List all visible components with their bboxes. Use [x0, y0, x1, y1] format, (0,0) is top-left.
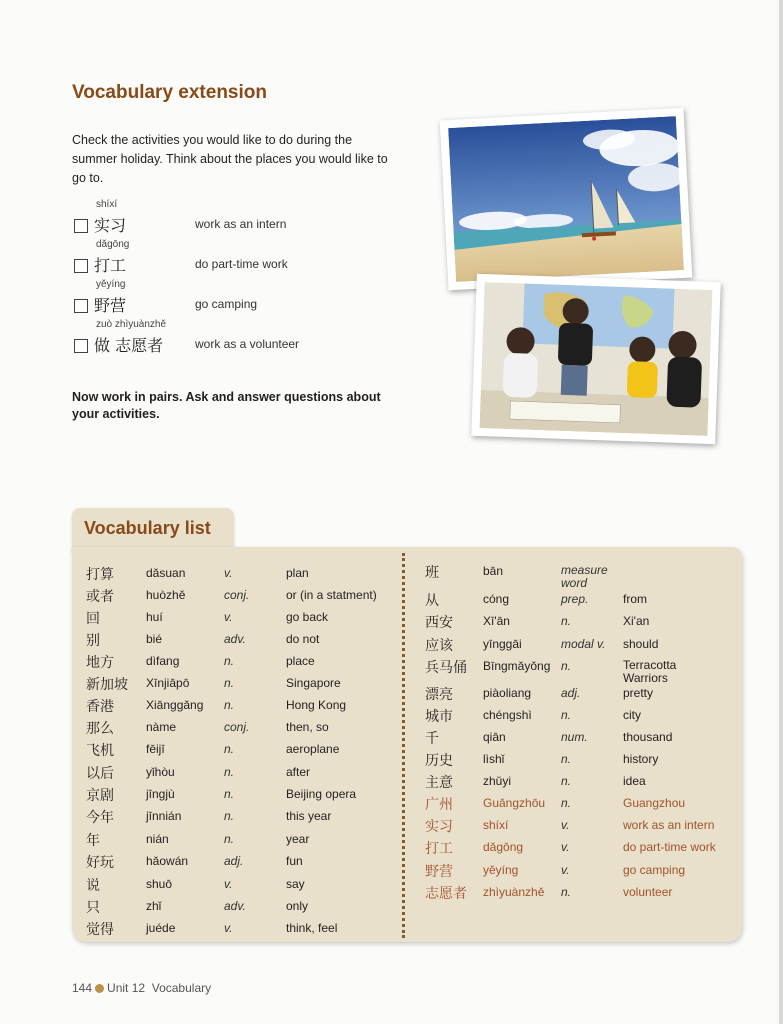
vocab-pinyin: shíxí: [483, 818, 509, 832]
vocab-type: adv.: [224, 899, 246, 913]
vocab-pinyin: Bīngmǎyǒng: [483, 659, 551, 673]
vocab-pinyin: yīnggāi: [483, 637, 522, 651]
vocab-type: n.: [224, 765, 235, 779]
vocab-chinese: 地方: [86, 655, 114, 671]
vocab-chinese: 好玩: [86, 855, 114, 871]
vocab-chinese: 香港: [86, 699, 114, 715]
activity-pinyin: zuò zhìyuànzhě: [96, 319, 167, 330]
vocabulary-list-title: Vocabulary list: [84, 518, 211, 538]
vocab-chinese: 京剧: [86, 788, 114, 804]
vocab-chinese: 打工: [425, 841, 453, 857]
beach-illustration: [448, 116, 684, 282]
vocab-pinyin: bān: [483, 564, 504, 578]
page-number: 144: [72, 981, 93, 995]
vocab-english: plan: [286, 566, 309, 580]
vocab-pinyin: chéngshì: [483, 708, 532, 722]
vocab-pinyin: shuō: [146, 877, 173, 891]
vocab-pinyin: zhìyuànzhě: [483, 885, 545, 899]
extension-instruction: Check the activities you would like to do during the summer holiday. Think about the places you would like to go to.: [72, 133, 388, 185]
vocab-english: volunteer: [623, 885, 673, 899]
vocab-chinese: 飞机: [86, 743, 114, 759]
column-divider: [402, 553, 405, 938]
vocab-english: Guangzhou: [623, 796, 686, 810]
vocab-english: do not: [286, 632, 320, 646]
vocab-chinese: 千: [425, 731, 439, 747]
vocab-chinese: 年: [86, 833, 100, 849]
activity-item[interactable]: [72, 239, 412, 279]
vocab-chinese: 实习: [425, 819, 453, 835]
vocab-chinese: 广州: [425, 797, 453, 813]
vocab-type: modal v.: [561, 637, 606, 651]
students-illustration: [480, 282, 713, 436]
activity-chinese: 做 志愿者: [94, 336, 164, 355]
vocab-english: year: [286, 832, 310, 846]
vocab-chinese: 应该: [425, 638, 453, 654]
vocab-chinese: 今年: [86, 810, 114, 826]
activity-checkbox[interactable]: [74, 339, 88, 353]
vocab-type: n.: [224, 787, 235, 801]
vocab-type: conj.: [224, 588, 250, 602]
vocab-english: thousand: [623, 730, 673, 744]
vocab-chinese: 城市: [425, 709, 453, 725]
vocab-english: after: [286, 765, 311, 779]
activity-item[interactable]: [72, 199, 412, 239]
vocab-chinese: 漂亮: [425, 687, 453, 703]
vocab-english: city: [623, 708, 641, 722]
vocab-pinyin: dǎgōng: [483, 840, 524, 854]
vocab-pinyin: huí: [146, 610, 163, 624]
vocab-type: v.: [224, 877, 233, 891]
section-label: Vocabulary: [151, 981, 212, 995]
activity-chinese: 野营: [94, 296, 127, 315]
activity-checkbox[interactable]: [74, 299, 88, 313]
vocab-type: n.: [224, 809, 235, 823]
vocab-type: n.: [224, 654, 235, 668]
vocab-pinyin: jīnnián: [146, 809, 182, 823]
vocab-pinyin: bié: [146, 632, 163, 646]
vocab-english: should: [623, 637, 659, 651]
vocab-type: n.: [561, 708, 572, 722]
bullet-icon: [95, 984, 104, 993]
vocab-type: n.: [561, 885, 572, 899]
vocab-chinese: 野营: [425, 864, 453, 880]
vocab-type: n.: [224, 698, 235, 712]
vocab-chinese: 主意: [425, 775, 453, 791]
vocab-pinyin: nàme: [146, 720, 177, 734]
vocabulary-extension-title: Vocabulary extension: [72, 82, 267, 103]
vocab-pinyin: Xīnjiāpō: [146, 676, 190, 690]
vocab-type: n.: [224, 832, 235, 846]
unit-label: Unit 12: [107, 981, 146, 995]
activity-item[interactable]: [72, 319, 412, 359]
vocab-english: this year: [286, 809, 332, 823]
vocab-chinese: 兵马俑: [425, 660, 467, 676]
vocab-type: n.: [224, 676, 235, 690]
vocab-english: work as an intern: [623, 818, 715, 832]
vocab-chinese: 志愿者: [425, 886, 467, 902]
activity-chinese: 实习: [94, 216, 127, 235]
activity-pinyin: dǎgōng: [96, 239, 130, 250]
vocab-pinyin: huòzhě: [146, 588, 186, 602]
activity-pinyin: yěyíng: [96, 279, 126, 290]
vocab-pinyin: qiān: [483, 730, 506, 744]
vocab-type: n.: [561, 752, 572, 766]
vocab-english: or (in a statment): [286, 588, 377, 602]
vocab-chinese: 觉得: [86, 922, 114, 938]
activity-english: go camping: [195, 297, 258, 311]
vocab-type: n.: [561, 614, 572, 628]
beach-photo: [440, 108, 693, 291]
vocab-english: do part-time work: [623, 840, 716, 854]
vocab-pinyin: Xī'ān: [483, 614, 510, 628]
vocab-pinyin: nián: [146, 832, 169, 846]
vocab-type: v.: [224, 566, 233, 580]
vocab-pinyin: Xiānggǎng: [146, 698, 204, 712]
vocab-pinyin: yǐhòu: [146, 765, 175, 779]
vocab-english: fun: [286, 854, 303, 868]
vocab-pinyin: dìfang: [146, 654, 180, 668]
vocab-english: go camping: [623, 863, 686, 877]
vocab-chinese: 那么: [86, 721, 114, 737]
page-footer: [72, 981, 211, 995]
vocab-chinese: 或者: [86, 589, 114, 605]
vocab-english: think, feel: [286, 921, 338, 935]
vocab-chinese: 只: [86, 900, 100, 916]
vocab-english: Beijing opera: [286, 787, 357, 801]
vocab-english: place: [286, 654, 315, 668]
vocab-chinese: 新加坡: [86, 677, 128, 693]
vocab-english: idea: [623, 774, 646, 788]
vocab-pinyin: zhǐ: [146, 899, 162, 913]
vocab-chinese: 从: [425, 593, 439, 609]
vocab-type: n.: [224, 742, 235, 756]
vocab-pinyin: Guǎngzhōu: [483, 796, 546, 810]
vocab-type: adj.: [224, 854, 244, 868]
vocab-chinese: 以后: [86, 766, 114, 782]
pair-work-instruction: Now work in pairs. Ask and answer questions about your activities.: [72, 390, 381, 421]
vocab-type: v.: [224, 921, 233, 935]
page-edge: [779, 0, 783, 1024]
vocab-pinyin: cóng: [483, 592, 510, 606]
activity-checkbox[interactable]: [74, 219, 88, 233]
vocab-type: num.: [561, 730, 588, 744]
vocabulary-list-panel: [72, 547, 742, 942]
vocab-english: Hong Kong: [286, 698, 347, 712]
vocab-chinese: 班: [425, 565, 439, 581]
vocab-english: Singapore: [286, 676, 341, 690]
activity-checkbox[interactable]: [74, 259, 88, 273]
vocab-english: history: [623, 752, 659, 766]
vocab-pinyin: hǎowán: [146, 854, 189, 868]
vocab-chinese: 别: [86, 633, 100, 649]
vocabulary-list-tab: [72, 508, 234, 552]
activity-chinese: 打工: [94, 256, 127, 275]
activity-english: work as an intern: [195, 217, 287, 231]
vocab-english: Terracotta Warriors: [623, 658, 677, 685]
activity-pinyin: shíxí: [96, 199, 118, 210]
activity-item[interactable]: [72, 279, 412, 319]
vocab-pinyin: lìshǐ: [483, 752, 505, 766]
students-photo: [471, 274, 721, 444]
vocab-english: go back: [286, 610, 329, 624]
vocab-type: adj.: [561, 686, 581, 700]
vocab-pinyin: zhǔyi: [483, 774, 512, 788]
vocab-chinese: 历史: [425, 753, 453, 769]
vocab-type: adv.: [224, 632, 246, 646]
vocab-english: pretty: [623, 686, 654, 700]
vocab-type: n.: [561, 659, 572, 673]
vocab-pinyin: piàoliang: [483, 686, 532, 700]
vocab-pinyin: fēijī: [146, 742, 165, 756]
vocab-pinyin: yěyíng: [483, 863, 519, 877]
vocab-english: then, so: [286, 720, 329, 734]
vocab-pinyin: juéde: [146, 921, 176, 935]
vocab-type: prep.: [561, 592, 589, 606]
vocab-type: n.: [561, 774, 572, 788]
vocab-type: conj.: [224, 720, 250, 734]
vocab-chinese: 说: [86, 878, 100, 894]
vocab-english: from: [623, 592, 647, 606]
vocab-english: Xi'an: [623, 614, 650, 628]
vocab-type: v.: [561, 840, 570, 854]
vocab-type: v.: [224, 610, 233, 624]
vocab-chinese: 西安: [425, 615, 453, 631]
vocab-pinyin: dǎsuan: [146, 566, 186, 580]
vocab-chinese: 回: [86, 611, 100, 627]
activity-english: do part-time work: [195, 257, 288, 271]
vocab-type: v.: [561, 818, 570, 832]
vocab-english: only: [286, 899, 309, 913]
activity-english: work as a volunteer: [195, 337, 300, 351]
vocab-chinese: 打算: [86, 567, 114, 583]
vocab-pinyin: jīngjù: [146, 787, 175, 801]
vocab-type: v.: [561, 863, 570, 877]
vocab-english: aeroplane: [286, 742, 340, 756]
vocab-type: measure word: [561, 563, 608, 590]
vocab-english: say: [286, 877, 305, 891]
vocab-type: n.: [561, 796, 572, 810]
